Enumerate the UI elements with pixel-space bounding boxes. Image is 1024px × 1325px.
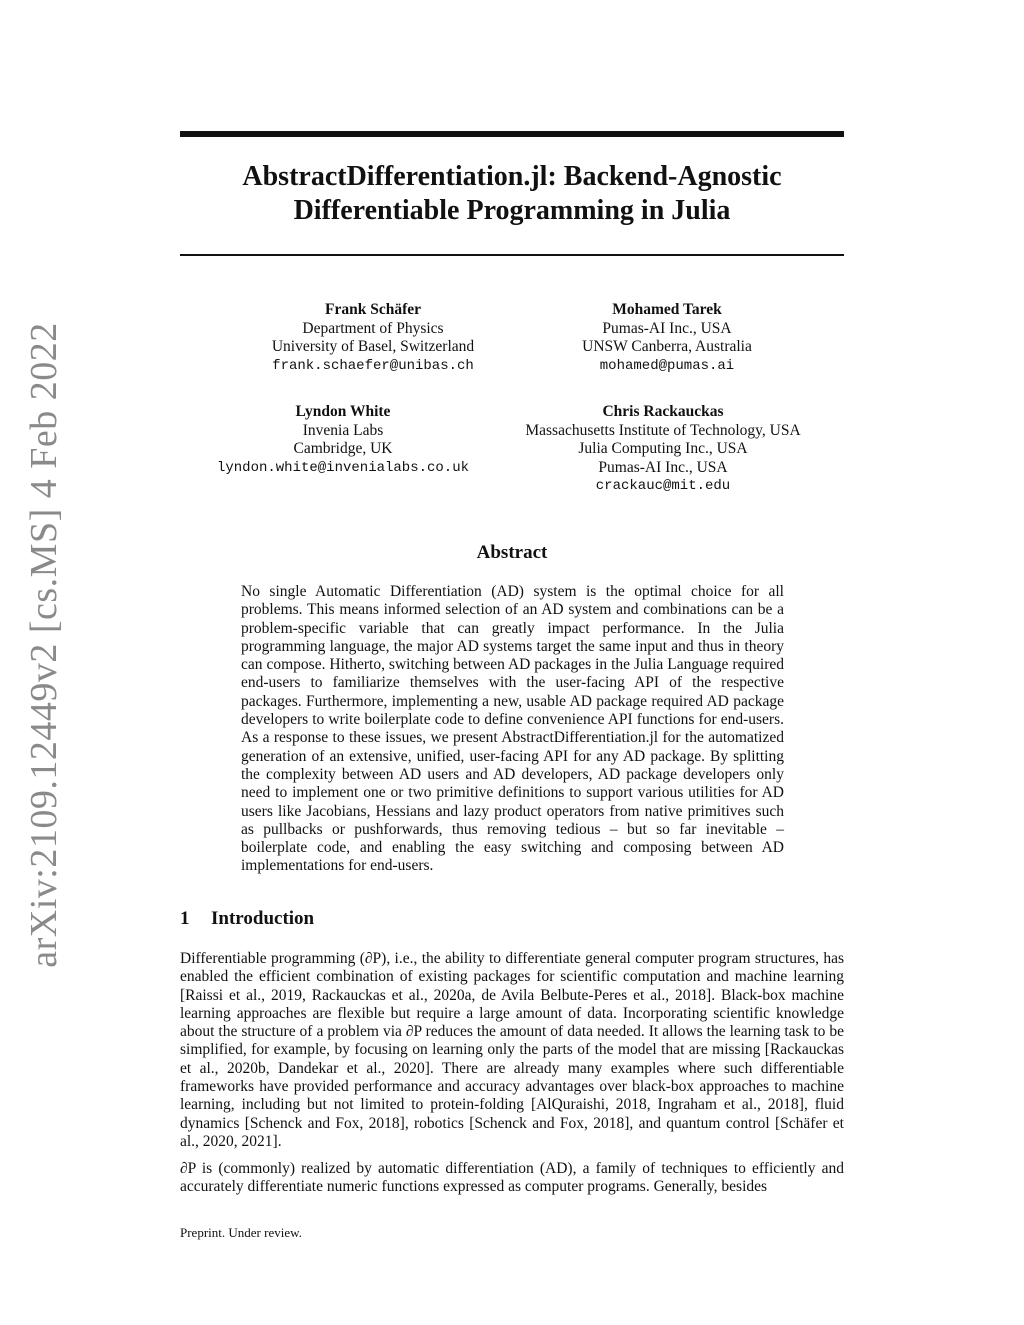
author-affiliation: Massachusetts Institute of Technology, USA xyxy=(525,421,801,439)
title-line-2: Differentiable Programming in Julia xyxy=(293,195,731,226)
title-bottom-rule xyxy=(180,254,844,256)
body-paragraph: ∂P is (commonly) realized by automatic differentiation (AD), a family of techniques to efficiently and accurately differentiate numeric functions expressed as computer programs. Generally, besides xyxy=(180,1160,844,1196)
body-paragraph: Differentiable programming (∂P), i.e., the ability to differentiate general computer program structures, has enabled the efficient combination of existing packages for scientific computation and machine learning [Raissi et al., 2019, Rackauckas et al., 2020a, de Avila Belbute-Peres et al., 2018]. Black-box machine learning approaches are flexible but require a large amount of data. Incorporating scientific knowledge about the structure of a problem via ∂P reduces the amount of data needed. It allows the learning task to be simplified, for example, by focusing on learning only the parts of the model that are missing [Rackauckas et al., 2020b, Dandekar et al., 2020]. There are already many examples where such differentiable frameworks have provided performance and accuracy advantages over black-box approaches to machine learning, including but not limited to protein-folding [AlQuraishi, 2018, Ingraham et al., 2018], fluid dynamics [Schenck and Fox, 2018], robotics [Schenck and Fox, 2018], and quantum control [Schäfer et al., 2020, 2021]. xyxy=(180,950,844,1150)
author-block-rackauckas xyxy=(503,403,823,496)
author-affiliation: Julia Computing Inc., USA xyxy=(578,440,748,457)
author-name: Chris Rackauckas xyxy=(602,403,724,420)
author-affiliation: Department of Physics xyxy=(302,319,444,337)
author-block-tarek xyxy=(512,301,822,375)
author-name: Frank Schäfer xyxy=(324,301,421,318)
author-affiliation: Pumas-AI Inc., USA xyxy=(598,458,728,476)
author-email[interactable]: lyndon.white@invenialabs.co.uk xyxy=(216,459,470,476)
abstract-heading: Abstract xyxy=(476,542,548,563)
author-block-white xyxy=(173,403,513,477)
author-affiliation: University of Basel, Switzerland xyxy=(271,338,475,355)
author-email[interactable]: crackauc@mit.edu xyxy=(595,478,731,494)
section-number: 1 xyxy=(180,908,190,929)
author-affiliation: UNSW Canberra, Australia xyxy=(582,338,752,355)
title-top-rule xyxy=(180,131,844,137)
author-email[interactable]: frank.schaefer@unibas.ch xyxy=(272,357,474,374)
section-title: Introduction xyxy=(211,908,315,929)
author-email[interactable]: mohamed@pumas.ai xyxy=(599,357,735,374)
author-name: Mohamed Tarek xyxy=(612,301,722,318)
section-heading xyxy=(180,908,314,930)
author-affiliation: Invenia Labs xyxy=(302,421,384,439)
author-block-schaefer xyxy=(223,301,523,375)
author-affiliation: Cambridge, UK xyxy=(293,440,393,457)
paper-title xyxy=(180,160,844,228)
page-footer: Preprint. Under review. xyxy=(180,1225,302,1240)
abstract-text: No single Automatic Differentiation (AD) system is the optimal choice for all problems. This means informed selection of an AD system and combinations can be a problem-specific variable that can greatly impact performance. In the Julia programming language, the major AD systems target the same input and thus in theory can compose. Hitherto, switching between AD packages in the Julia Language required end-users to familiarize themselves with the user-facing API of the respective packages. Furthermore, implementing a new, usable AD package required AD package developers to write boilerplate code to define convenience API functions for end-users. As a response to these issues, we present AbstractDifferentiation.jl for the automatized generation of an extensive, unified, user-facing API for any AD package. By splitting the complexity between AD users and AD developers, AD package developers only need to implement one or two primitive definitions to support various utilities for AD users like Jacobians, Hessians and lazy product operators from native primitives such as pullbacks or pushforwards, thus removing tedious – but so far inevitable – boilerplate code, and enabling the easy switching and composing between AD implementations for end-users. xyxy=(241,583,784,875)
title-line-1: AbstractDifferentiation.jl: Backend-Agnostic xyxy=(242,161,782,192)
author-name: Lyndon White xyxy=(295,403,391,420)
author-affiliation: Pumas-AI Inc., USA xyxy=(602,319,732,337)
arxiv-identifier-stamp: arXiv:2109.12449v2 [cs.MS] 4 Feb 2022 xyxy=(23,322,65,968)
